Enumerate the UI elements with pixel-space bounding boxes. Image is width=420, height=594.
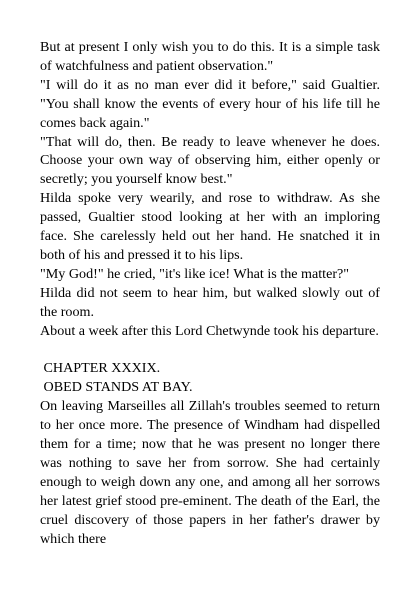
paragraph-1: But at present I only wish you to do this. It is a simple task of watchfulness and patient observation.": [40, 39, 380, 74]
chapter-title: OBED STANDS AT BAY.: [40, 379, 193, 396]
paragraph-7: About a week after this Lord Chetwynde took his departure.: [40, 322, 379, 339]
paragraph-3: "That will do, then. Be ready to leave whenever he does. Choose your own way of observing him, either openly or secretly; you yourself know best.": [40, 133, 380, 188]
paragraph-5: "My God!" he cried, "it's like ice! What is the matter?": [40, 265, 350, 282]
paragraph-4: Hilda spoke very wearily, and rose to withdraw. As she passed, Gualtier stood looking at her with an imploring face. She carelessly held out her hand. He snatched it in both of his and pressed it to his lips.: [40, 190, 380, 263]
paragraph-8: On leaving Marseilles all Zillah's troubles seemed to return to her once more. The presence of Windham had dispelled them for a time; now that he was present no longer there was nothing to save her from sorrow. She had certainly enough to weigh down any one, and among all her sorrows her latest grief stood pre-eminent. The death of the Earl, the cruel discovery of those papers in her father's drawer by which there: [40, 398, 380, 547]
chapter-number: CHAPTER XXXIX.: [40, 360, 161, 377]
book-page: [40, 38, 380, 548]
paragraph-6: Hilda did not seem to hear him, but walked slowly out of the room.: [40, 284, 380, 320]
paragraph-2: "I will do it as no man ever did it before," said Gualtier. "You shall know the events of every hour of his life till he comes back again.": [40, 76, 380, 131]
section-spacer: [40, 341, 380, 360]
